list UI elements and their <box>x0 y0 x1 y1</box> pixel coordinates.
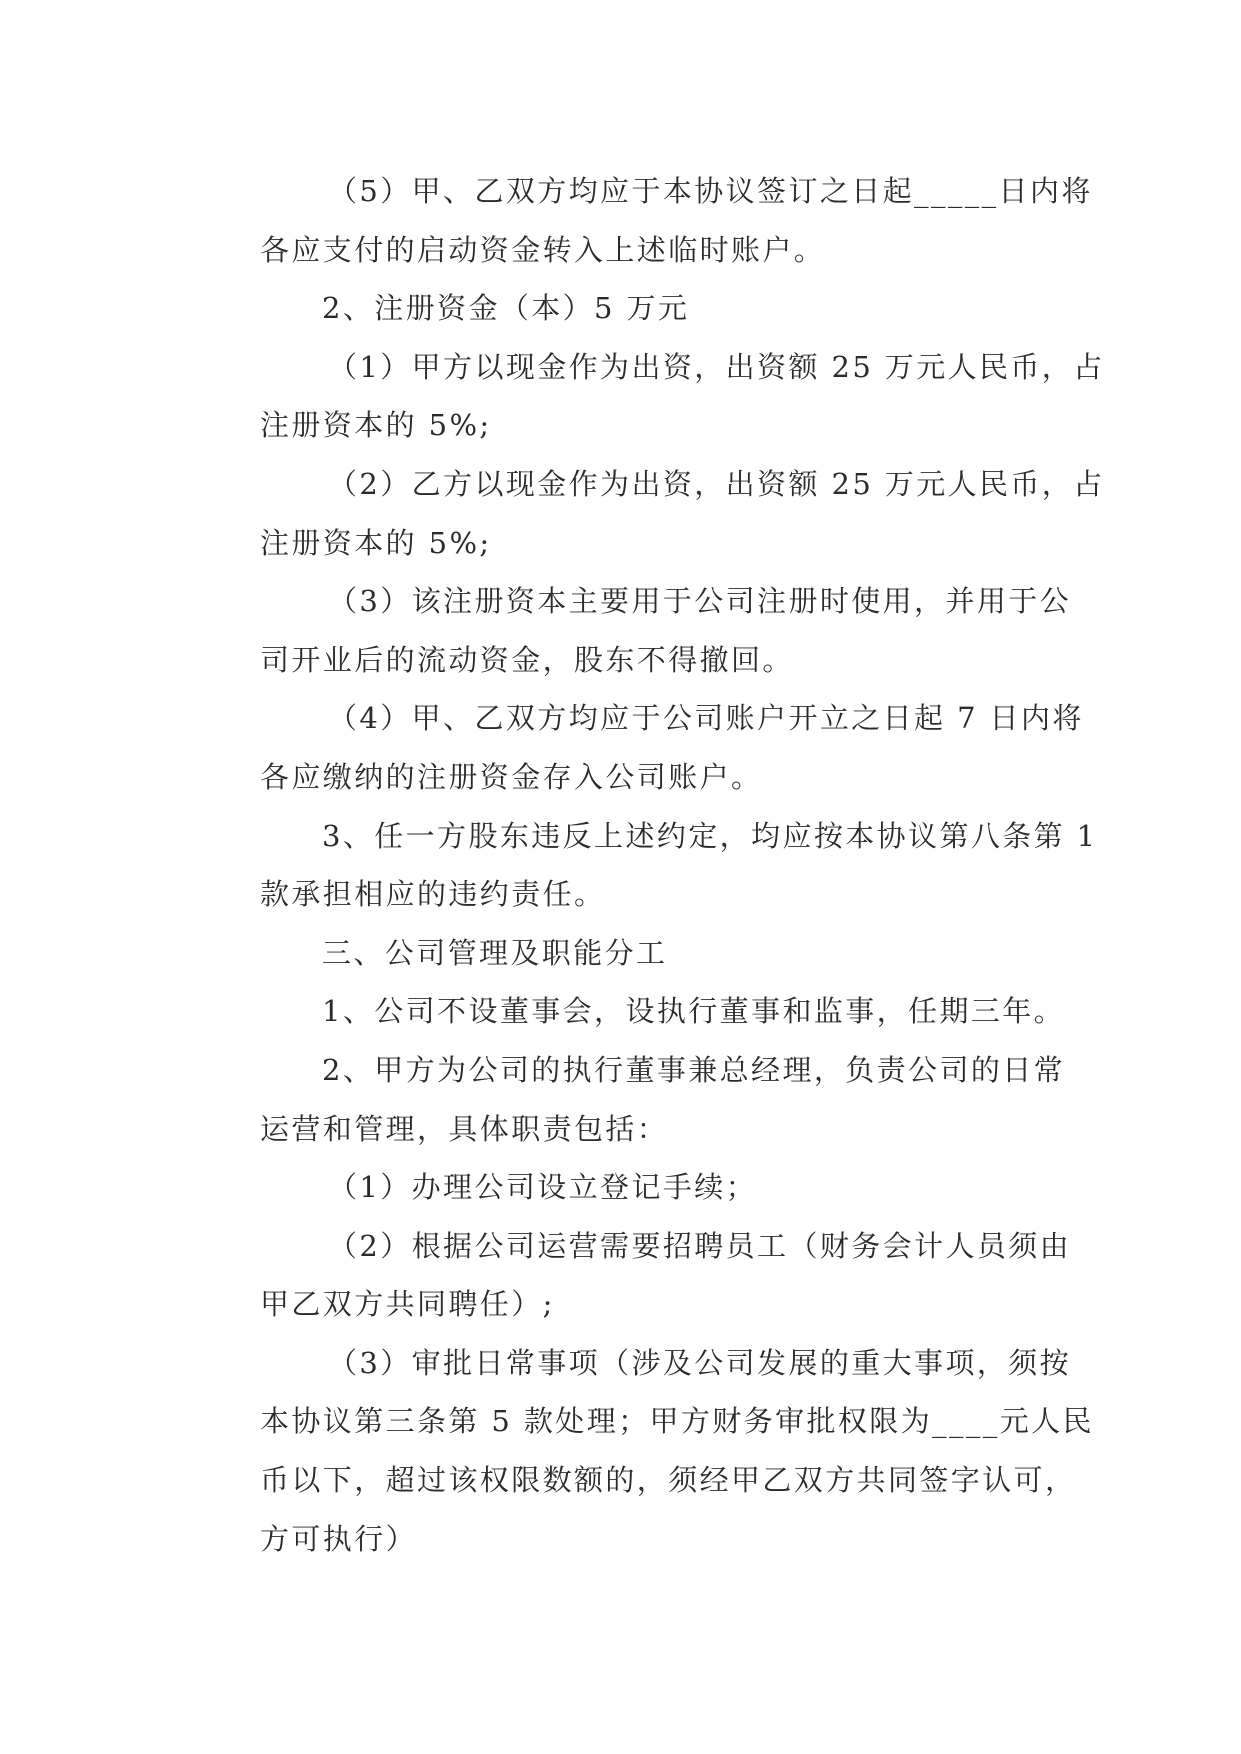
text-line: （2）乙方以现金作为出资，出资额 25 万元人民币，占 <box>328 466 1105 501</box>
paragraph <box>192 1334 1094 1568</box>
paragraph <box>192 1158 1054 1217</box>
text-line: 1、公司不设董事会，设执行董事和监事，任期三年。 <box>322 994 1066 1029</box>
text-line: 各应缴纳的注册资金存入公司账户。 <box>260 759 763 794</box>
text-line: 运营和管理，具体职责包括： <box>260 1111 669 1146</box>
paragraph <box>192 982 1066 1041</box>
paragraph <box>192 572 1072 689</box>
paragraph <box>192 1217 1072 1334</box>
text-line: 甲乙双方共同聘任）; <box>260 1287 555 1322</box>
paragraph <box>192 455 1105 572</box>
text-line: 注册资本的 5%; <box>260 525 492 560</box>
text-line: （2）根据公司运营需要招聘员工（财务会计人员须由 <box>328 1228 1072 1263</box>
text-line: 司开业后的流动资金，股东不得撤回。 <box>260 642 794 677</box>
text-line: 本协议第三条第 5 款处理；甲方财务审批权限为____元人民 <box>260 1404 1094 1439</box>
section-heading <box>192 279 1054 338</box>
text-line: （3）该注册资本主要用于公司注册时使用，并用于公 <box>328 584 1072 619</box>
paragraph <box>192 162 1093 279</box>
text-line: 3、任一方股东违反上述约定，均应按本协议第八条第 1 <box>322 818 1098 853</box>
paragraph <box>192 689 1084 806</box>
text-line: 方可执行） <box>260 1521 418 1556</box>
text-line: 注册资本的 5%; <box>260 408 492 443</box>
text-line: （4）甲、乙双方均应于公司账户开立之日起 7 日内将 <box>328 701 1084 736</box>
text-line: 三、公司管理及职能分工 <box>322 935 668 970</box>
text-line: （1）办理公司设立登记手续； <box>328 1170 758 1205</box>
paragraph <box>192 1041 1066 1158</box>
text-line: 币以下，超过该权限数额的，须经甲乙双方共同签字认可， <box>260 1463 1077 1498</box>
text-line: 款承担相应的违约责任。 <box>260 877 606 912</box>
text-line: 2、注册资金（本）5 万元 <box>322 291 690 326</box>
paragraph <box>192 807 1098 924</box>
text-line: 各应支付的启动资金转入上述临时账户。 <box>260 232 826 267</box>
section-heading <box>192 924 1054 983</box>
text-line: （1）甲方以现金作为出资，出资额 25 万元人民币，占 <box>328 349 1105 384</box>
paragraph <box>192 338 1105 455</box>
text-line: （5）甲、乙双方均应于本协议签订之日起_____日内将 <box>328 174 1093 208</box>
text-line: 2、甲方为公司的执行董事兼总经理，负责公司的日常 <box>322 1052 1066 1087</box>
document-body <box>192 162 1105 1568</box>
text-line: （3）审批日常事项（涉及公司发展的重大事项，须按 <box>328 1345 1072 1380</box>
